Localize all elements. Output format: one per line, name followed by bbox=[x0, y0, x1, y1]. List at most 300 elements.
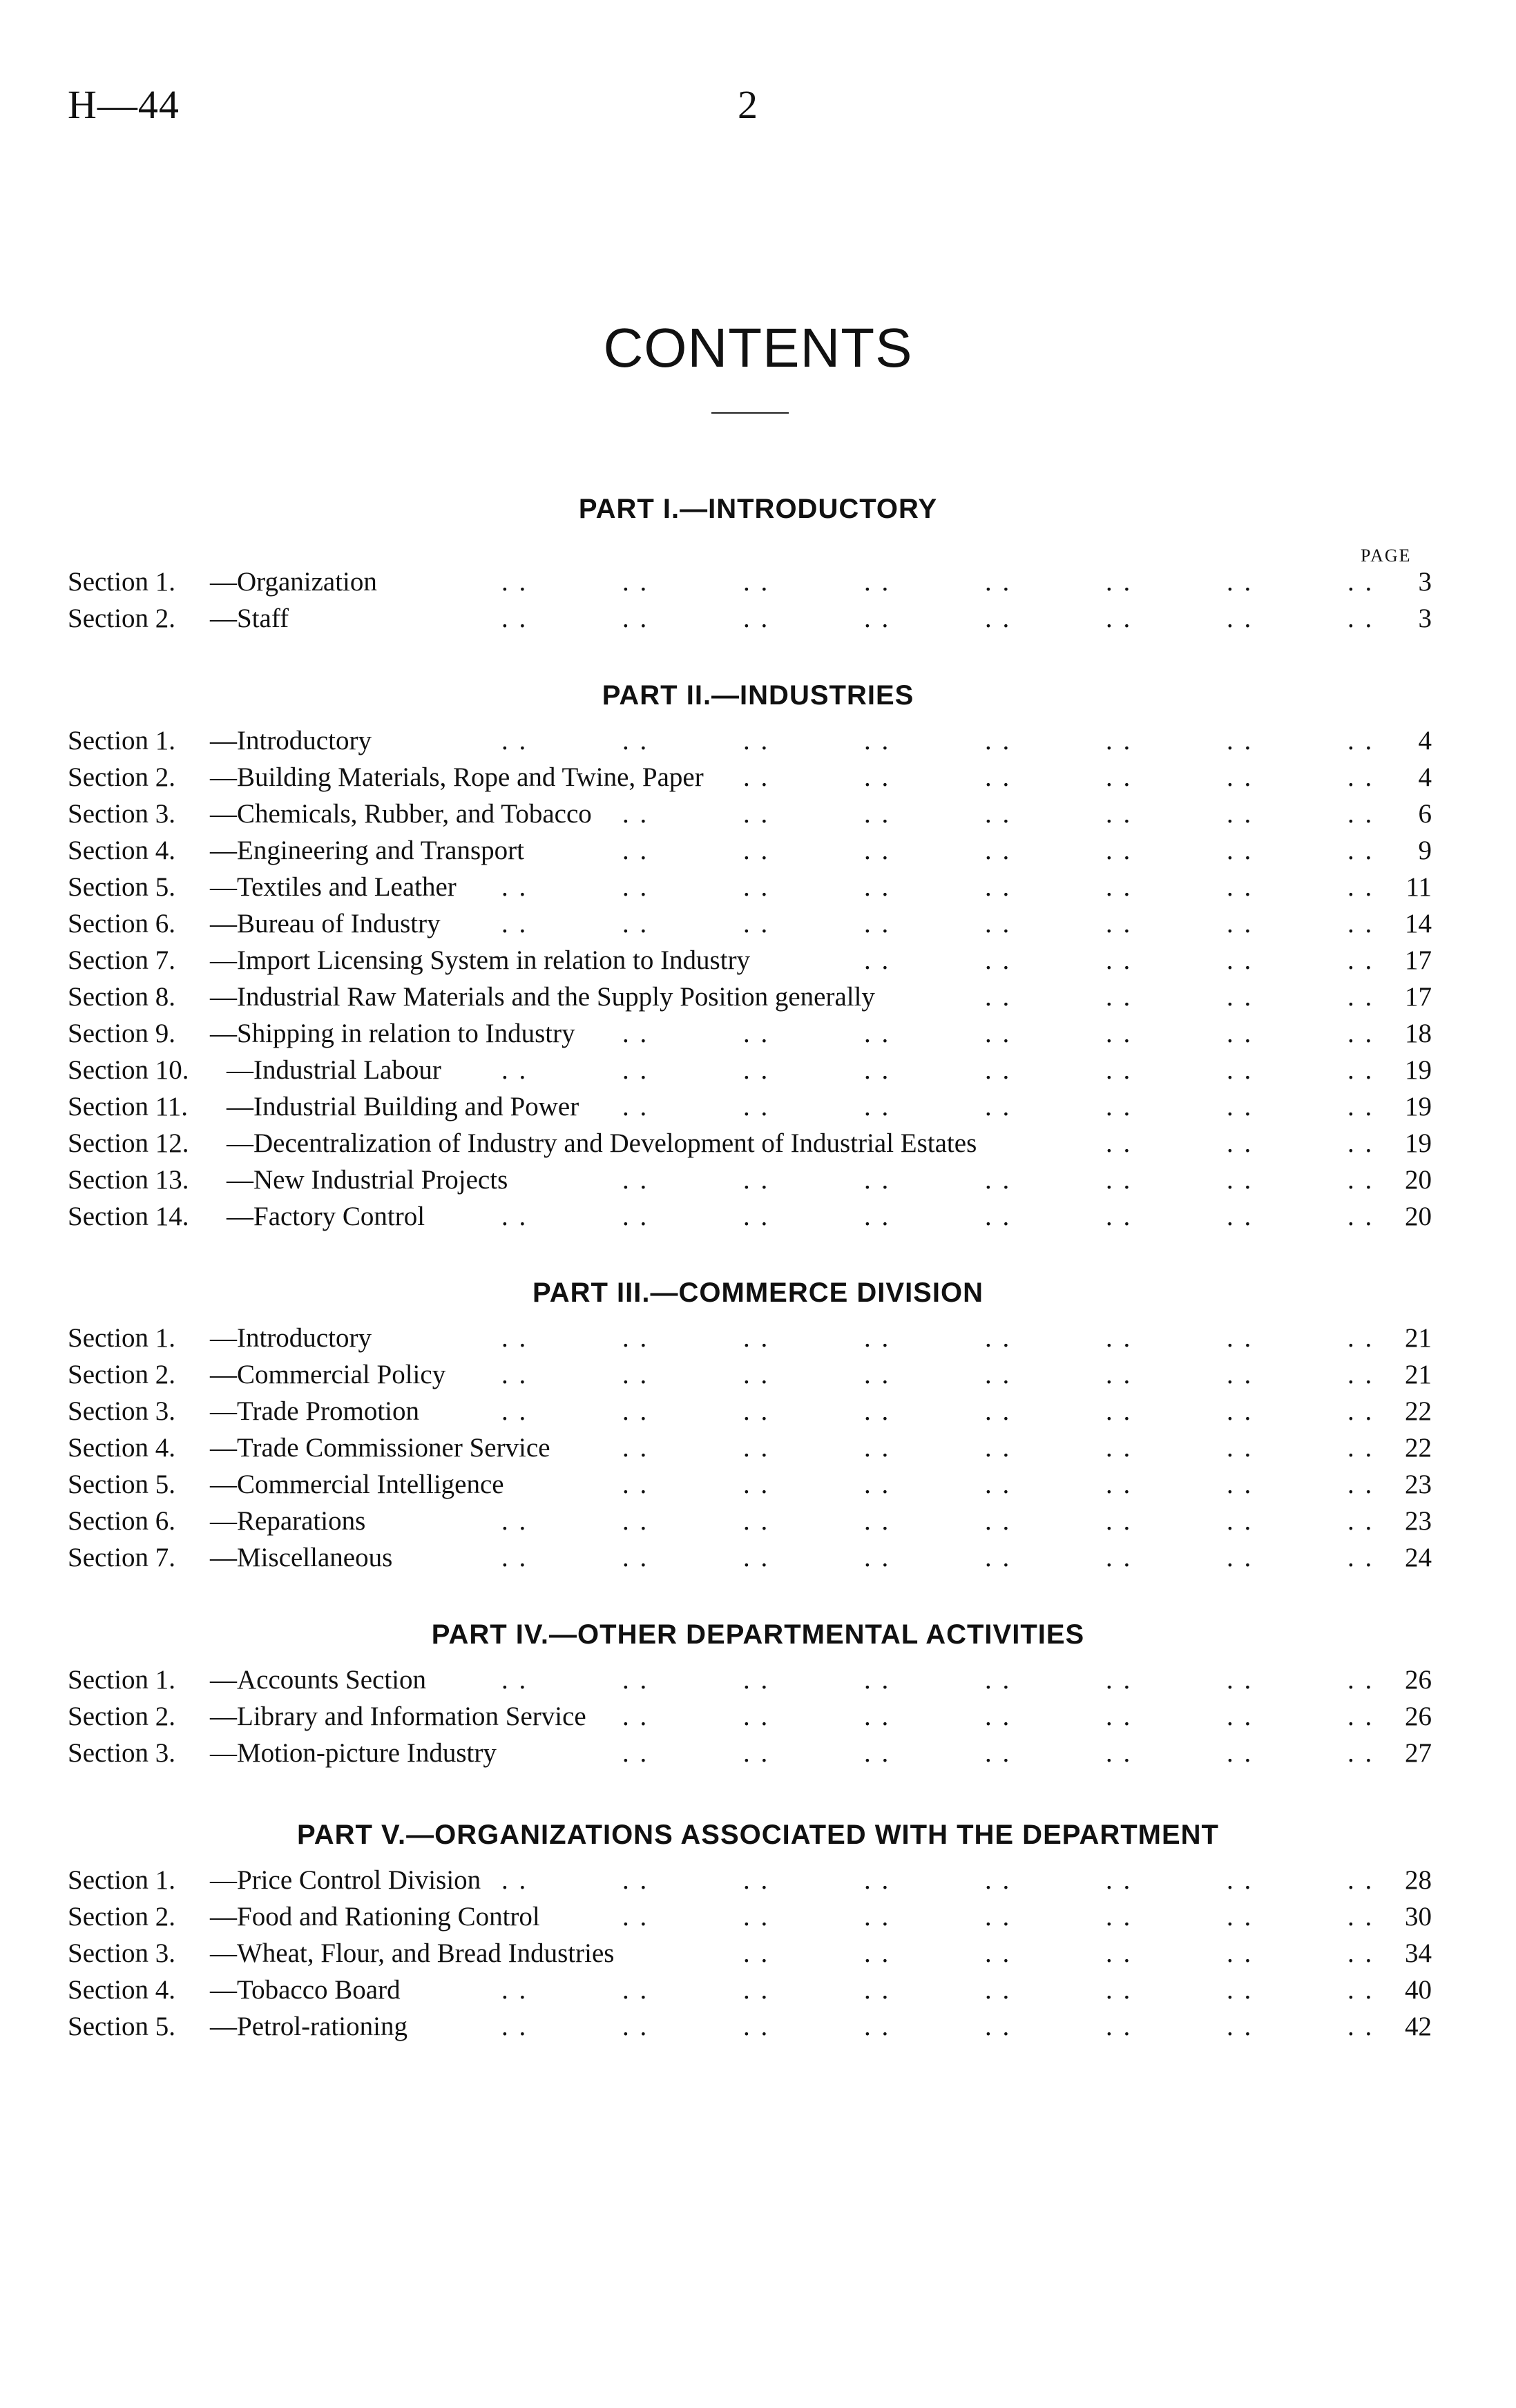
leader-dot: . . bbox=[622, 567, 649, 597]
page-reference: 23 bbox=[1405, 1470, 1432, 1499]
leader-dot: . . bbox=[864, 1396, 891, 1426]
leader-dot: . . bbox=[622, 1702, 649, 1731]
section-label: Section 2. bbox=[68, 604, 175, 633]
leader-dot: . . bbox=[1227, 1433, 1254, 1463]
leader-dot: . . bbox=[1227, 1323, 1254, 1353]
toc-entry bbox=[68, 869, 1432, 905]
leader-dot: . . bbox=[864, 799, 891, 829]
leader-dot: . . bbox=[985, 1665, 1012, 1695]
leader-dot: . . bbox=[743, 1470, 770, 1499]
leader-dot: . . bbox=[743, 799, 770, 829]
leader-dot: . . bbox=[743, 1019, 770, 1048]
leader-dot: . . bbox=[1227, 945, 1254, 975]
page-reference: 3 bbox=[1418, 604, 1432, 633]
toc-entry bbox=[68, 1699, 1432, 1735]
leader-dots bbox=[68, 796, 1392, 832]
part-heading: PART II.—INDUSTRIES bbox=[602, 680, 914, 711]
page-reference: 4 bbox=[1418, 762, 1432, 792]
leader-dot: . . bbox=[743, 1665, 770, 1695]
toc-entry bbox=[68, 833, 1432, 869]
section-label: Section 1. bbox=[68, 726, 175, 755]
leader-dot: . . bbox=[743, 604, 770, 633]
leader-dot: . . bbox=[1106, 1202, 1133, 1231]
toc-entry bbox=[68, 1936, 1432, 1972]
section-title: —Introductory bbox=[210, 1323, 372, 1353]
leader-dot: . . bbox=[864, 1202, 891, 1231]
leader-dots bbox=[68, 906, 1392, 942]
section-title: —Trade Promotion bbox=[210, 1396, 419, 1426]
leader-dots bbox=[68, 1357, 1392, 1393]
leader-dot: . . bbox=[1227, 2012, 1254, 2041]
leader-dot: . . bbox=[1106, 945, 1133, 975]
leader-dot: . . bbox=[1347, 1092, 1374, 1121]
leader-dots bbox=[68, 1430, 1392, 1466]
leader-dot: . . bbox=[985, 1396, 1012, 1426]
leader-dot: . . bbox=[985, 1975, 1012, 2005]
leader-dot: . . bbox=[501, 1360, 528, 1389]
leader-dot: . . bbox=[743, 1865, 770, 1895]
leader-dot: . . bbox=[1347, 1665, 1374, 1695]
section-title: —Library and Information Service bbox=[210, 1702, 586, 1731]
leader-dot: . . bbox=[501, 909, 528, 938]
leader-dot: . . bbox=[1106, 1865, 1133, 1895]
leader-dots bbox=[68, 1662, 1392, 1698]
page-reference: 27 bbox=[1405, 1738, 1432, 1768]
leader-dot: . . bbox=[622, 1902, 649, 1932]
leader-dot: . . bbox=[1227, 1902, 1254, 1932]
leader-dot: . . bbox=[1227, 1202, 1254, 1231]
section-label: Section 6. bbox=[68, 1506, 175, 1536]
leader-dot: . . bbox=[743, 2012, 770, 2041]
toc-entry bbox=[68, 564, 1432, 600]
leader-dot: . . bbox=[1347, 1738, 1374, 1768]
leader-dots bbox=[68, 1199, 1392, 1235]
section-label: Section 7. bbox=[68, 1543, 175, 1572]
leader-dot: . . bbox=[743, 1738, 770, 1768]
leader-dot: . . bbox=[1227, 1738, 1254, 1768]
leader-dot: . . bbox=[864, 1938, 891, 1968]
page-reference: 20 bbox=[1405, 1202, 1432, 1231]
leader-dot: . . bbox=[1227, 1396, 1254, 1426]
leader-dot: . . bbox=[1106, 1360, 1133, 1389]
section-label: Section 2. bbox=[68, 1902, 175, 1932]
leader-dot: . . bbox=[501, 1665, 528, 1695]
section-label: Section 6. bbox=[68, 909, 175, 938]
part-heading: PART V.—ORGANIZATIONS ASSOCIATED WITH THE DEPARTMENT bbox=[297, 1820, 1219, 1850]
leader-dot: . . bbox=[864, 1865, 891, 1895]
section-title: —Engineering and Transport bbox=[210, 836, 524, 865]
leader-dot: . . bbox=[1347, 1360, 1374, 1389]
leader-dot: . . bbox=[985, 1433, 1012, 1463]
leader-dots bbox=[68, 1467, 1392, 1503]
leader-dot: . . bbox=[985, 1938, 1012, 1968]
page-reference: 26 bbox=[1405, 1665, 1432, 1695]
toc-entry bbox=[68, 1394, 1432, 1429]
leader-dot: . . bbox=[864, 1975, 891, 2005]
leader-dots bbox=[68, 943, 1392, 979]
leader-dot: . . bbox=[985, 2012, 1012, 2041]
leader-dot: . . bbox=[622, 1470, 649, 1499]
leader-dot: . . bbox=[622, 1665, 649, 1695]
leader-dot: . . bbox=[1106, 1702, 1133, 1731]
toc-entry bbox=[68, 943, 1432, 979]
section-title: —Textiles and Leather bbox=[210, 872, 457, 902]
leader-dot: . . bbox=[1347, 726, 1374, 755]
leader-dot: . . bbox=[1106, 1738, 1133, 1768]
section-title: —Reparations bbox=[210, 1506, 366, 1536]
leader-dot: . . bbox=[985, 909, 1012, 938]
leader-dots bbox=[68, 1052, 1392, 1088]
toc-entry bbox=[68, 1320, 1432, 1356]
toc-entry bbox=[68, 723, 1432, 759]
leader-dot: . . bbox=[622, 872, 649, 902]
leader-dot: . . bbox=[1106, 1975, 1133, 2005]
leader-dot: . . bbox=[622, 1975, 649, 2005]
section-label: Section 4. bbox=[68, 1433, 175, 1463]
leader-dot: . . bbox=[622, 1055, 649, 1085]
section-title: —Chemicals, Rubber, and Tobacco bbox=[210, 799, 592, 829]
leader-dot: . . bbox=[743, 836, 770, 865]
leader-dot: . . bbox=[1106, 1092, 1133, 1121]
toc-entry bbox=[68, 1357, 1432, 1393]
leader-dot: . . bbox=[1227, 1702, 1254, 1731]
leader-dot: . . bbox=[1106, 1128, 1133, 1158]
leader-dots bbox=[68, 1540, 1392, 1576]
part-heading: PART I.—INTRODUCTORY bbox=[578, 494, 938, 524]
toc-entry bbox=[68, 1662, 1432, 1698]
leader-dot: . . bbox=[864, 2012, 891, 2041]
leader-dot: . . bbox=[985, 1470, 1012, 1499]
page-reference: 21 bbox=[1405, 1323, 1432, 1353]
leader-dot: . . bbox=[743, 567, 770, 597]
leader-dot: . . bbox=[743, 1396, 770, 1426]
leader-dot: . . bbox=[1106, 1396, 1133, 1426]
toc-entry bbox=[68, 2009, 1432, 2045]
section-label: Section 2. bbox=[68, 1702, 175, 1731]
leader-dot: . . bbox=[1347, 1470, 1374, 1499]
leader-dot: . . bbox=[743, 909, 770, 938]
leader-dot: . . bbox=[864, 945, 891, 975]
leader-dot: . . bbox=[743, 1902, 770, 1932]
section-label: Section 7. bbox=[68, 945, 175, 975]
section-title: —Price Control Division bbox=[210, 1865, 481, 1895]
section-title: —Introductory bbox=[210, 726, 372, 755]
leader-dot: . . bbox=[1106, 1433, 1133, 1463]
leader-dots bbox=[68, 1320, 1392, 1356]
section-title: —Miscellaneous bbox=[210, 1543, 393, 1572]
page-reference: 28 bbox=[1405, 1865, 1432, 1895]
leader-dot: . . bbox=[985, 1702, 1012, 1731]
leader-dot: . . bbox=[1227, 1938, 1254, 1968]
leader-dot: . . bbox=[985, 1865, 1012, 1895]
section-label: Section 5. bbox=[68, 872, 175, 902]
leader-dot: . . bbox=[622, 836, 649, 865]
section-title: —Trade Commissioner Service bbox=[210, 1433, 550, 1463]
leader-dot: . . bbox=[1106, 1165, 1133, 1195]
leader-dot: . . bbox=[501, 567, 528, 597]
leader-dots bbox=[68, 1089, 1392, 1125]
leader-dot: . . bbox=[864, 1702, 891, 1731]
leader-dot: . . bbox=[1106, 604, 1133, 633]
leader-dot: . . bbox=[743, 1975, 770, 2005]
page-reference: 34 bbox=[1405, 1938, 1432, 1968]
leader-dot: . . bbox=[1227, 1019, 1254, 1048]
leader-dot: . . bbox=[1347, 1543, 1374, 1572]
leader-dot: . . bbox=[1227, 982, 1254, 1012]
leader-dot: . . bbox=[743, 1543, 770, 1572]
section-title: —Import Licensing System in relation to Industry bbox=[210, 945, 751, 975]
leader-dot: . . bbox=[743, 1938, 770, 1968]
leader-dot: . . bbox=[1106, 2012, 1133, 2041]
leader-dot: . . bbox=[622, 1019, 649, 1048]
section-label: Section 14. bbox=[68, 1202, 189, 1231]
leader-dot: . . bbox=[1106, 982, 1133, 1012]
leader-dot: . . bbox=[1347, 1128, 1374, 1158]
page-reference: 18 bbox=[1405, 1019, 1432, 1048]
page-reference: 11 bbox=[1405, 872, 1432, 902]
leader-dot: . . bbox=[985, 982, 1012, 1012]
leader-dot: . . bbox=[743, 762, 770, 792]
leader-dot: . . bbox=[1347, 799, 1374, 829]
leader-dot: . . bbox=[864, 726, 891, 755]
page-number: 2 bbox=[738, 82, 758, 127]
leader-dots bbox=[68, 1862, 1392, 1898]
toc-entry bbox=[68, 760, 1432, 796]
leader-dot: . . bbox=[864, 1092, 891, 1121]
leader-dot: . . bbox=[1347, 762, 1374, 792]
leader-dot: . . bbox=[1227, 762, 1254, 792]
leader-dot: . . bbox=[1347, 945, 1374, 975]
toc-entry bbox=[68, 796, 1432, 832]
leader-dots bbox=[68, 601, 1392, 637]
page-reference: 4 bbox=[1418, 726, 1432, 755]
leader-dot: . . bbox=[864, 1055, 891, 1085]
toc-entry bbox=[68, 1089, 1432, 1125]
section-title: —Industrial Labour bbox=[227, 1055, 441, 1085]
section-label: Section 4. bbox=[68, 836, 175, 865]
leader-dot: . . bbox=[864, 1360, 891, 1389]
page-reference: 9 bbox=[1418, 836, 1432, 865]
leader-dot: . . bbox=[985, 1902, 1012, 1932]
leader-dot: . . bbox=[1227, 1360, 1254, 1389]
leader-dot: . . bbox=[864, 1543, 891, 1572]
leader-dot: . . bbox=[1227, 1165, 1254, 1195]
section-label: Section 5. bbox=[68, 1470, 175, 1499]
leader-dot: . . bbox=[864, 1902, 891, 1932]
leader-dot: . . bbox=[501, 872, 528, 902]
leader-dot: . . bbox=[1347, 909, 1374, 938]
leader-dot: . . bbox=[864, 604, 891, 633]
part-heading: PART III.—COMMERCE DIVISION bbox=[532, 1278, 984, 1308]
section-label: Section 11. bbox=[68, 1092, 189, 1121]
leader-dot: . . bbox=[1347, 1902, 1374, 1932]
section-label: Section 5. bbox=[68, 2012, 175, 2041]
leader-dots bbox=[68, 833, 1392, 869]
leader-dot: . . bbox=[622, 1396, 649, 1426]
leader-dot: . . bbox=[864, 1165, 891, 1195]
leader-dot: . . bbox=[1227, 799, 1254, 829]
page-reference: 6 bbox=[1418, 799, 1432, 829]
leader-dot: . . bbox=[743, 1360, 770, 1389]
section-title: —Organization bbox=[210, 567, 377, 597]
leader-dots bbox=[68, 1936, 1392, 1972]
leader-dot: . . bbox=[985, 567, 1012, 597]
leader-dot: . . bbox=[1347, 872, 1374, 902]
leader-dot: . . bbox=[1347, 1055, 1374, 1085]
toc-entry bbox=[68, 1052, 1432, 1088]
section-title: —Petrol-rationing bbox=[210, 2012, 407, 2041]
leader-dot: . . bbox=[501, 1323, 528, 1353]
leader-dot: . . bbox=[1347, 1702, 1374, 1731]
leader-dot: . . bbox=[985, 1323, 1012, 1353]
section-label: Section 2. bbox=[68, 762, 175, 792]
leader-dots bbox=[68, 979, 1392, 1015]
leader-dot: . . bbox=[1347, 1396, 1374, 1426]
leader-dot: . . bbox=[1106, 567, 1133, 597]
page-reference: 19 bbox=[1405, 1092, 1432, 1121]
page-reference: 21 bbox=[1405, 1360, 1432, 1389]
leader-dots bbox=[68, 760, 1392, 796]
leader-dot: . . bbox=[864, 1470, 891, 1499]
leader-dot: . . bbox=[743, 1323, 770, 1353]
toc-entry bbox=[68, 1540, 1432, 1576]
leader-dot: . . bbox=[622, 2012, 649, 2041]
leader-dot: . . bbox=[743, 872, 770, 902]
section-title: —Wheat, Flour, and Bread Industries bbox=[210, 1938, 615, 1968]
leader-dot: . . bbox=[1106, 1665, 1133, 1695]
leader-dot: . . bbox=[1106, 726, 1133, 755]
leader-dot: . . bbox=[622, 1323, 649, 1353]
leader-dot: . . bbox=[1227, 1865, 1254, 1895]
leader-dot: . . bbox=[501, 1543, 528, 1572]
section-label: Section 12. bbox=[68, 1128, 189, 1158]
section-label: Section 4. bbox=[68, 1975, 175, 2005]
leader-dot: . . bbox=[1347, 982, 1374, 1012]
leader-dot: . . bbox=[501, 1055, 528, 1085]
page-reference: 24 bbox=[1405, 1543, 1432, 1572]
leader-dot: . . bbox=[501, 1975, 528, 2005]
leader-dot: . . bbox=[1106, 1323, 1133, 1353]
leader-dots bbox=[68, 1162, 1392, 1198]
toc-entry bbox=[68, 906, 1432, 942]
page-reference: 23 bbox=[1405, 1506, 1432, 1536]
leader-dot: . . bbox=[1106, 909, 1133, 938]
leader-dot: . . bbox=[1227, 1055, 1254, 1085]
leader-dot: . . bbox=[622, 1202, 649, 1231]
section-label: Section 1. bbox=[68, 567, 175, 597]
leader-dot: . . bbox=[1227, 604, 1254, 633]
leader-dot: . . bbox=[501, 604, 528, 633]
toc-entry bbox=[68, 1126, 1432, 1162]
leader-dot: . . bbox=[1106, 799, 1133, 829]
leader-dot: . . bbox=[622, 1506, 649, 1536]
section-title: —Accounts Section bbox=[210, 1665, 427, 1695]
leader-dots bbox=[68, 723, 1392, 759]
leader-dot: . . bbox=[864, 1323, 891, 1353]
leader-dot: . . bbox=[743, 1506, 770, 1536]
leader-dot: . . bbox=[985, 1019, 1012, 1048]
leader-dot: . . bbox=[743, 1202, 770, 1231]
leader-dot: . . bbox=[985, 945, 1012, 975]
leader-dots bbox=[68, 2009, 1392, 2045]
leader-dot: . . bbox=[985, 872, 1012, 902]
leader-dot: . . bbox=[1347, 1202, 1374, 1231]
leader-dot: . . bbox=[1227, 1543, 1254, 1572]
section-title: —Commercial Intelligence bbox=[210, 1470, 504, 1499]
toc-entry bbox=[68, 1016, 1432, 1052]
leader-dot: . . bbox=[1106, 1902, 1133, 1932]
leader-dots bbox=[68, 564, 1392, 600]
leader-dot: . . bbox=[864, 836, 891, 865]
leader-dot: . . bbox=[864, 1506, 891, 1536]
section-label: Section 13. bbox=[68, 1165, 189, 1195]
page-reference: 17 bbox=[1405, 945, 1432, 975]
toc-entry bbox=[68, 1503, 1432, 1539]
section-label: Section 2. bbox=[68, 1360, 175, 1389]
leader-dot: . . bbox=[1227, 1092, 1254, 1121]
leader-dot: . . bbox=[622, 1865, 649, 1895]
document-reference: H—44 bbox=[68, 82, 180, 127]
leader-dot: . . bbox=[864, 1019, 891, 1048]
page-reference: 40 bbox=[1405, 1975, 1432, 2005]
section-label: Section 9. bbox=[68, 1019, 175, 1048]
leader-dot: . . bbox=[622, 1433, 649, 1463]
leader-dot: . . bbox=[1106, 1938, 1133, 1968]
page-reference: 42 bbox=[1405, 2012, 1432, 2041]
leader-dots bbox=[68, 1503, 1392, 1539]
leader-dot: . . bbox=[1227, 1128, 1254, 1158]
toc-entry bbox=[68, 979, 1432, 1015]
leader-dot: . . bbox=[1106, 1055, 1133, 1085]
leader-dot: . . bbox=[985, 1165, 1012, 1195]
leader-dot: . . bbox=[1106, 762, 1133, 792]
page-reference: 30 bbox=[1405, 1902, 1432, 1932]
page-reference: 19 bbox=[1405, 1128, 1432, 1158]
leader-dot: . . bbox=[985, 1360, 1012, 1389]
section-label: Section 1. bbox=[68, 1323, 175, 1353]
leader-dot: . . bbox=[985, 1055, 1012, 1085]
leader-dot: . . bbox=[985, 1543, 1012, 1572]
leader-dot: . . bbox=[622, 1543, 649, 1572]
toc-entry bbox=[68, 1735, 1432, 1771]
leader-dot: . . bbox=[1347, 2012, 1374, 2041]
section-title: —Shipping in relation to Industry bbox=[210, 1019, 575, 1048]
section-title: —New Industrial Projects bbox=[227, 1165, 508, 1195]
section-label: Section 1. bbox=[68, 1665, 175, 1695]
page-reference: 19 bbox=[1405, 1055, 1432, 1085]
leader-dots bbox=[68, 1972, 1392, 2008]
leader-dot: . . bbox=[1227, 567, 1254, 597]
leader-dot: . . bbox=[864, 567, 891, 597]
leader-dot: . . bbox=[1227, 872, 1254, 902]
leader-dot: . . bbox=[985, 799, 1012, 829]
leader-dot: . . bbox=[985, 604, 1012, 633]
leader-dot: . . bbox=[985, 836, 1012, 865]
section-title: —Staff bbox=[210, 604, 289, 633]
toc-entry bbox=[68, 1199, 1432, 1235]
title-divider bbox=[711, 412, 789, 414]
leader-dot: . . bbox=[622, 799, 649, 829]
contents-title: CONTENTS bbox=[603, 317, 913, 378]
section-title: —Food and Rationing Control bbox=[210, 1902, 540, 1932]
leader-dot: . . bbox=[501, 1202, 528, 1231]
leader-dot: . . bbox=[622, 726, 649, 755]
leader-dot: . . bbox=[864, 1433, 891, 1463]
section-label: Section 3. bbox=[68, 1738, 175, 1768]
toc-entry bbox=[68, 1430, 1432, 1466]
leader-dot: . . bbox=[622, 1360, 649, 1389]
leader-dots bbox=[68, 1016, 1392, 1052]
